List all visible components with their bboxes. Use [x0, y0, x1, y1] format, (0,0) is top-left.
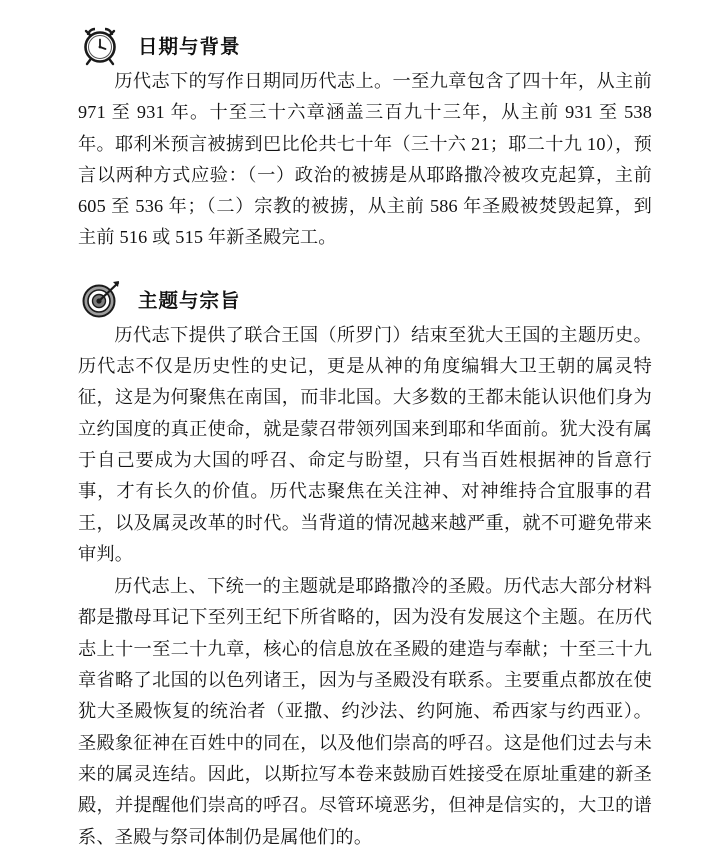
alarm-clock-icon [77, 22, 123, 68]
section-header [78, 276, 652, 322]
section-date-and-background [78, 22, 652, 254]
section-title: 主题与宗旨 [138, 290, 241, 312]
target-dartboard-icon [77, 276, 123, 322]
section-header [78, 22, 652, 68]
section-title: 日期与背景 [138, 37, 241, 58]
section-theme-and-purpose [78, 276, 652, 853]
paragraph: 历代志下的写作日期同历代志上。一至九章包含了四十年，从主前 971 至 931 年。十至三十六章涵盖三百九十三年，从主前 931 至 538 年。耶利米预言被掳到巴比伦共七十年（三十六 21；耶二十九 10），预言以两种方式应验：（一）政治的被掳是从耶路撒冷被攻克起算，主前 605 至 536 年；（二）宗教的被掳，从主前 586 年圣殿被焚毁起算，到主前 516 或 515 年新圣殿完工。 [78, 71, 652, 248]
paragraph: 历代志下提供了联合王国（所罗门）结束至犹大王国的主题历史。历代志不仅是历史性的史记，更是从神的角度编辑大卫王朝的属灵特征，这是为何聚焦在南国，而非北国。大多数的王都未能认识他们身为立约国度的真正使命，就是蒙召带领列国来到耶和华面前。犹大没有属于自己要成为大国的呼召、命定与盼望，只有当百姓根据神的旨意行事，才有长久的价值。历代志聚焦在关注神、对神维持合宜服事的君王，以及属灵改革的时代。当背道的情况越来越严重，就不可避免带来审判。 [78, 324, 652, 564]
paragraph: 历代志上、下统一的主题就是耶路撒冷的圣殿。历代志大部分材料都是撒母耳记下至列王纪下所省略的，因为没有发展这个主题。在历代志上十一至二十九章，核心的信息放在圣殿的建造与奉献；十至三十九章省略了北国的以色列诸王，因为与圣殿没有联系。主要重点都放在使犹大圣殿恢复的统治者（亚撒、约沙法、约阿施、希西家与约西亚）。圣殿象征神在百姓中的同在，以及他们崇高的呼召。这是他们过去与未来的属灵连结。因此，以斯拉写本卷来鼓励百姓接受在原址重建的新圣殿，并提醒他们崇高的呼召。尽管环境恶劣，但神是信实的，大卫的谱系、圣殿与祭司体制仍是属他们的。 [78, 576, 652, 847]
